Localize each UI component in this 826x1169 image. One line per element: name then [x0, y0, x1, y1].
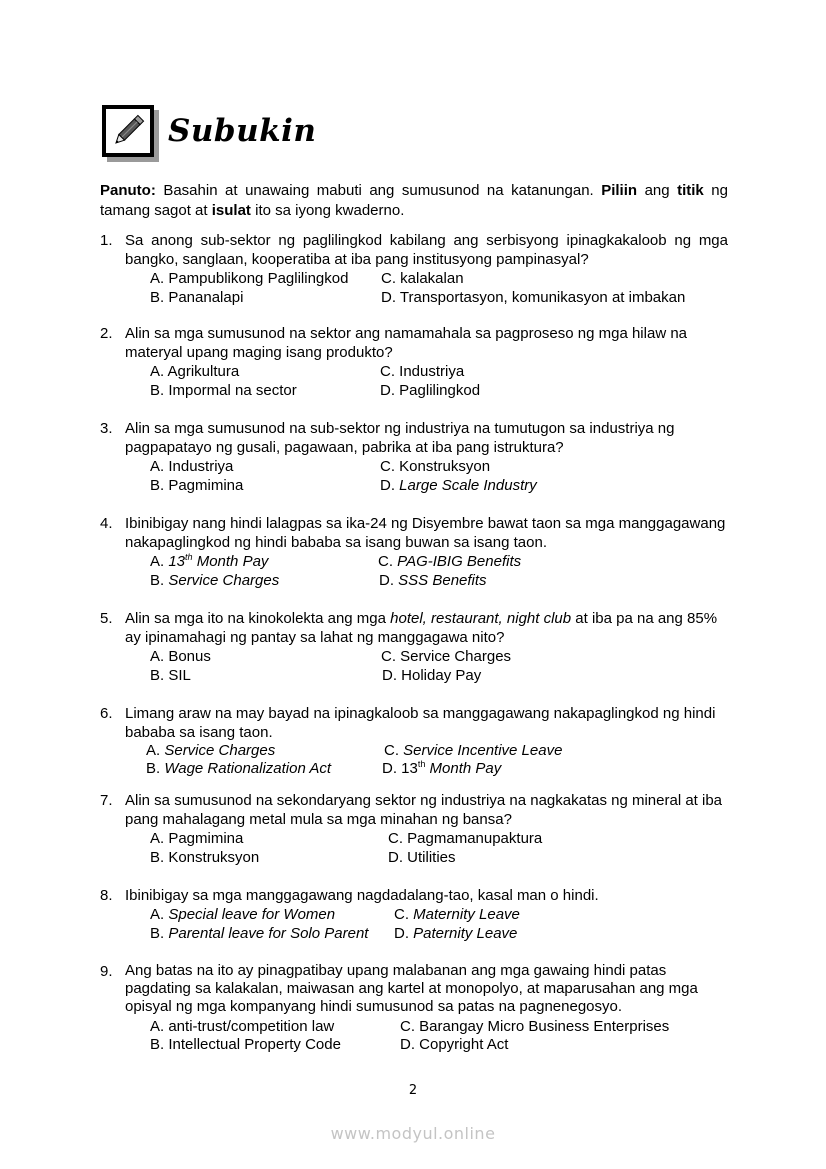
- option-letter: C.: [394, 906, 414, 923]
- option-text: Service Charges: [168, 572, 280, 589]
- question-number: 2.: [100, 325, 113, 342]
- instructions-text: Basahin at unawaing mabuti ang sumusunod na katanungan.: [155, 182, 602, 199]
- option-letter: C.: [378, 553, 398, 570]
- option-c: C. Konstruksyon: [380, 458, 491, 475]
- option-c: C. Pagmamanupaktura: [388, 830, 543, 847]
- question-4: [100, 514, 728, 590]
- option-c: [384, 741, 562, 760]
- option-a: A. Industriya: [150, 458, 234, 475]
- question-1: [100, 231, 728, 307]
- question-number: 4.: [100, 515, 113, 532]
- instructions-text: ito sa iyong kwaderno.: [250, 201, 405, 219]
- option-a: A. Pagmimina: [150, 830, 244, 847]
- pencil-icon: [102, 105, 154, 157]
- instructions: [100, 181, 728, 220]
- option-a: A. Pampublikong Paglilingkod: [150, 270, 349, 287]
- options: [100, 647, 728, 685]
- option-d: [379, 571, 487, 590]
- option-c: C. Industriya: [380, 363, 465, 380]
- question-number: 7.: [100, 792, 113, 809]
- option-letter: B.: [146, 760, 165, 777]
- stem-text: at iba pa na ang 85% ay ipinamahagi ng pantay sa lahat ng manggagawa nito?: [125, 610, 718, 646]
- page-title: Subukin: [168, 113, 317, 149]
- option-a: A. Agrikultura: [150, 363, 240, 380]
- instructions-text: ng tamang sagot at: [100, 182, 728, 219]
- page-number: 2: [408, 1083, 418, 1098]
- question-number: 5.: [100, 610, 113, 627]
- question-3: [100, 419, 728, 495]
- question-stem: Alin sa mga sumusunod na sektor ang namamahala sa pagproseso ng mga hilaw na materyal upang maging isang produkto?: [125, 325, 688, 361]
- option-b: B. SIL: [150, 667, 191, 684]
- option-text: Service Incentive Leave: [403, 742, 563, 759]
- question-stem: Alin sa sumusunod na sekondaryang sektor ng industriya na nagkakatas ng mineral at iba pang mahalagang metal mula sa mga minahan ng bansa?: [125, 792, 723, 828]
- option-superscript: th: [185, 552, 193, 562]
- question-number: 3.: [100, 420, 113, 437]
- option-b: B. Pananalapi: [150, 289, 244, 306]
- question-7: [100, 791, 728, 867]
- options: [100, 457, 728, 495]
- options: [100, 905, 728, 943]
- option-superscript: th: [417, 759, 426, 769]
- option-a: [146, 741, 275, 760]
- instructions-emphasis: isulat: [211, 201, 251, 219]
- option-letter: A.: [150, 906, 169, 923]
- option-a: A. anti-trust/competition law: [150, 1018, 335, 1035]
- option-letter: B.: [150, 572, 169, 589]
- question-2: [100, 324, 728, 400]
- options: [100, 552, 728, 590]
- instructions-emphasis: titik: [677, 182, 704, 199]
- question-stem: Ibinibigay sa mga manggagawang nagdadalang-tao, kasal man o hindi.: [125, 887, 599, 904]
- option-letter: D. 13: [382, 760, 418, 777]
- option-d: [394, 924, 517, 943]
- option-b: B. Pagmimina: [150, 477, 244, 494]
- option-letter: A.: [146, 742, 165, 759]
- option-letter: B.: [150, 925, 169, 942]
- stem-italic: hotel, restaurant, night club: [390, 610, 572, 627]
- question-number: 8.: [100, 887, 113, 904]
- option-letter: A.: [150, 553, 169, 570]
- option-d: [382, 759, 501, 778]
- option-b: B. Konstruksyon: [150, 849, 260, 866]
- question-number: 1.: [100, 232, 113, 249]
- question-stem: Limang araw na may bayad na ipinagkaloob sa manggagawang nakapaglingkod ng hindi bababa sa isang taon.: [125, 705, 716, 741]
- option-b: [146, 759, 331, 778]
- option-text: 13: [168, 553, 186, 570]
- option-text: Service Charges: [164, 742, 276, 759]
- option-text: Month Pay: [425, 760, 502, 777]
- section-header: [102, 100, 316, 162]
- option-text: SSS Benefits: [398, 572, 487, 589]
- option-a: A. Bonus: [150, 648, 211, 665]
- option-text: Maternity Leave: [413, 906, 520, 923]
- option-c: C. Barangay Micro Business Enterprises: [400, 1018, 670, 1035]
- question-9: [100, 962, 728, 1054]
- question-number: 9.: [100, 963, 113, 980]
- question-6: [100, 704, 728, 780]
- option-b: [150, 924, 368, 943]
- question-stem: [125, 609, 728, 647]
- option-a: [150, 905, 335, 924]
- instructions-text: ang: [637, 182, 678, 199]
- question-8: [100, 886, 728, 943]
- option-c: C. Service Charges: [381, 648, 512, 665]
- question-stem: Sa anong sub-sektor ng paglilingkod kabilang ang serbisyong ipinagkakaloob ng mga bangko, sanglaan, kooperatiba at iba pang institusyong pampinasyal?: [125, 232, 728, 268]
- option-c: C. kalakalan: [381, 270, 464, 287]
- option-letter: D.: [379, 572, 399, 589]
- watermark: www.modyul.online: [330, 1124, 496, 1143]
- option-d: D. Transportasyon, komunikasyon at imbakan: [381, 289, 686, 306]
- option-letter: D.: [380, 477, 400, 494]
- question-5: [100, 609, 728, 685]
- options: [100, 829, 728, 867]
- option-letter: C.: [384, 742, 404, 759]
- options: [100, 269, 728, 307]
- options: [100, 1017, 728, 1055]
- option-text: Special leave for Women: [168, 906, 336, 923]
- option-b: B. Impormal na sector: [150, 382, 297, 399]
- option-text: Wage Rationalization Act: [164, 760, 332, 777]
- question-number: 6.: [100, 705, 113, 722]
- option-d: D. Utilities: [388, 849, 456, 866]
- option-c: [378, 552, 521, 571]
- instructions-emphasis: Piliin: [601, 182, 638, 199]
- option-a: [150, 552, 268, 571]
- option-text: Paternity Leave: [413, 925, 518, 942]
- option-b: B. Intellectual Property Code: [150, 1036, 341, 1053]
- option-d: D. Paglilingkod: [380, 382, 481, 399]
- option-text: Parental leave for Solo Parent: [168, 925, 369, 942]
- option-d: D. Copyright Act: [400, 1036, 509, 1053]
- option-text: Month Pay: [192, 553, 269, 570]
- option-d: [380, 476, 537, 495]
- options: [100, 741, 728, 779]
- question-stem: Alin sa mga sumusunod na sub-sektor ng industriya na tumutugon sa industriya ng pagpapatayo ng gusali, pagawaan, pabrika at iba pang istruktura?: [125, 420, 675, 456]
- stem-text: Alin sa mga ito na kinokolekta ang mga: [125, 610, 391, 627]
- option-b: [150, 571, 279, 590]
- question-stem: Ibinibigay nang hindi lalagpas sa ika-24 ng Disyembre bawat taon sa mga manggagawang nakapaglingkod ng hindi bababa sa isang buwan sa isang taon.: [125, 515, 726, 551]
- option-d: D. Holiday Pay: [382, 667, 482, 684]
- option-text: Large Scale Industry: [399, 477, 537, 494]
- option-letter: D.: [394, 925, 414, 942]
- question-stem: Ang batas na ito ay pinagpatibay upang malabanan ang mga gawaing hindi patas pagdating sa kalakalan, maiwasan ang kartel at monopolyo, at maparusahan ang mga opisyal ng mga kompanyang hindi sumusunod sa patas na pagnenegosyo.: [125, 962, 698, 1015]
- option-c: [394, 905, 520, 924]
- instructions-label: Panuto:: [100, 182, 156, 199]
- options: [100, 362, 728, 400]
- option-text: PAG-IBIG Benefits: [397, 553, 522, 570]
